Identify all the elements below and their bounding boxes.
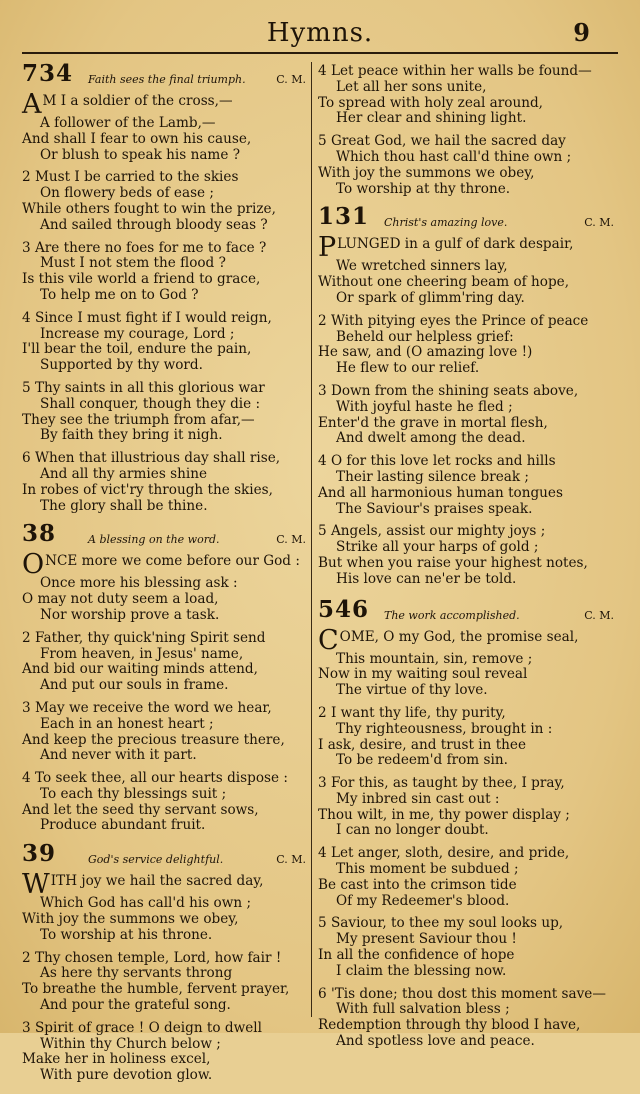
verse-line [22, 272, 310, 288]
verse-text: 2 I want thy life, thy purity, [318, 704, 506, 721]
stanza [22, 451, 310, 514]
verse-text: 5 Angels, assist our mighty joys ; [318, 523, 546, 540]
verse-line [318, 275, 618, 291]
verse-text: LUNGED in a gulf of dark despair, [337, 236, 574, 253]
stanza [318, 314, 618, 377]
verse-line [22, 327, 310, 343]
hymn-number: 546 [318, 595, 370, 623]
verse-text: Their lasting silence break ; [336, 468, 529, 485]
verse-line [318, 361, 618, 377]
stanza [22, 631, 310, 694]
verse-line [318, 314, 618, 330]
verse-text: I can no longer doubt. [336, 822, 489, 839]
verse-text: My present Saviour thou ! [336, 931, 517, 948]
verse-line [22, 256, 310, 272]
drop-cap: A [22, 89, 42, 120]
verse-line [318, 416, 618, 432]
verse-text: And all thy armies shine [40, 465, 207, 482]
verse-text: NCE more we come before our God : [45, 553, 300, 570]
verse-text: Supported by thy word. [40, 357, 203, 374]
verse-line [22, 358, 310, 374]
verse-line [22, 288, 310, 304]
verse-line [22, 1037, 310, 1053]
verse-text: And let the seed thy servant sows, [22, 801, 259, 818]
verse-line [22, 451, 310, 467]
verse-text: 4 Let peace within her walls be found— [318, 63, 592, 79]
verse-text: I claim the blessing now. [336, 962, 507, 979]
verse-line [318, 431, 618, 447]
stanza [22, 771, 310, 834]
verse-line [318, 524, 618, 540]
hymn-38 [22, 520, 310, 834]
verse-text: 4 O for this love let rocks and hills [318, 453, 556, 470]
verse-line [22, 413, 310, 429]
verse-text: 5 Thy saints in all this glorious war [22, 379, 265, 396]
verse-line [318, 182, 618, 198]
verse-text: With joy the summons we obey, [318, 164, 535, 181]
verse-text: To worship at thy throne. [336, 180, 511, 197]
verse-text: While others fought to win the prize, [22, 200, 276, 217]
verse-line [22, 912, 310, 928]
verse-text: O may not duty seem a load, [22, 591, 219, 608]
verse-text: ITH joy we hail the sacred day, [50, 873, 264, 890]
verse-line [22, 647, 310, 663]
stanza [22, 311, 310, 374]
hymn-meter: C. M. [584, 216, 614, 230]
verse-text: With pure devotion glow. [40, 1067, 213, 1084]
verse-line [318, 166, 618, 182]
verse-text: 5 Saviour, to thee my soul looks up, [318, 915, 564, 932]
verse-text: With joyful haste he fled ; [336, 398, 513, 415]
verse-line [22, 467, 310, 483]
stanza [318, 64, 618, 127]
verse-text: 3 May we receive the word we hear, [22, 699, 272, 716]
hymn-theme: Christ's amazing love. [384, 216, 508, 230]
verse-text: 2 With pitying eyes the Prince of peace [318, 312, 589, 329]
stanza [318, 916, 618, 979]
verse-line [318, 150, 618, 166]
verse-line [22, 89, 310, 120]
stanza [318, 134, 618, 197]
hymn-number: 39 [22, 840, 57, 868]
verse-line [22, 869, 310, 901]
verse-text: 2 Thy chosen temple, Lord, how fair ! [22, 949, 282, 966]
stanza [318, 524, 618, 587]
verse-text: 3 Down from the shining seats above, [318, 382, 579, 399]
stanza [318, 624, 618, 699]
verse-line [318, 454, 618, 470]
hymn-theme: The work accomplished. [384, 608, 520, 622]
verse-line [318, 345, 618, 361]
verse-line [22, 218, 310, 234]
hymn-39 [318, 64, 618, 197]
verse-line [22, 202, 310, 218]
hymn-546 [318, 595, 618, 1050]
verse-text: And spotless love and peace. [336, 1033, 535, 1050]
hymn-39 [22, 840, 310, 1084]
verse-line [22, 428, 310, 444]
stanza [22, 381, 310, 444]
verse-line [318, 232, 618, 264]
verse-text: 3 For this, as taught by thee, I pray, [318, 775, 565, 792]
verse-line [318, 652, 618, 668]
verse-text: To spread with holy zeal around, [318, 94, 543, 111]
verse-text: Let all her sons unite, [336, 78, 487, 95]
hymn-number: 734 [22, 60, 74, 87]
stanza [318, 454, 618, 517]
hymn-header [318, 203, 618, 237]
verse-line [22, 678, 310, 694]
hymn-theme: God's service delightful. [88, 853, 224, 867]
verse-line [22, 397, 310, 413]
verse-text: Strike all your harps of gold ; [336, 539, 539, 556]
verse-line [22, 342, 310, 358]
verse-text: And put our souls in frame. [40, 677, 229, 694]
verse-text: Redemption through thy blood I have, [318, 1017, 581, 1034]
verse-line [22, 483, 310, 499]
verse-line [318, 808, 618, 824]
verse-line [22, 241, 310, 257]
verse-line [318, 291, 618, 307]
hymn-meter: C. M. [276, 73, 306, 86]
verse-text: Which thou hast call'd thine own ; [336, 148, 572, 165]
verse-line [318, 330, 618, 346]
verse-text: To worship at his throne. [40, 926, 213, 943]
verse-line [318, 400, 618, 416]
hymn-734 [22, 60, 310, 514]
verse-text: Make her in holiness excel, [22, 1051, 211, 1068]
verse-text: Enter'd the grave in mortal flesh, [318, 414, 548, 431]
verse-line [318, 722, 618, 738]
verse-line [22, 576, 310, 592]
verse-line [318, 134, 618, 150]
verse-line [318, 753, 618, 769]
page-number: 9 [573, 18, 590, 47]
verse-text: Which God has call'd his own ; [40, 895, 252, 912]
verse-text: With full salvation bless ; [336, 1001, 510, 1018]
verse-text: Must I not stem the flood ? [40, 255, 226, 272]
verse-text: And shall I fear to own his cause, [22, 130, 252, 147]
verse-line [318, 572, 618, 588]
verse-line [318, 624, 618, 656]
stanza [318, 706, 618, 769]
verse-line [318, 916, 618, 932]
verse-line [22, 966, 310, 982]
verse-text: 6 'Tis done; thou dost this moment save— [318, 985, 606, 1002]
hymn-meter: C. M. [584, 608, 614, 622]
verse-line [22, 170, 310, 186]
verse-line [22, 733, 310, 749]
verse-text: To be redeem'd from sin. [336, 752, 508, 769]
verse-line [318, 932, 618, 948]
verse-text: Beheld our helpless grief: [336, 328, 514, 345]
hymn-meter: C. M. [276, 853, 306, 867]
hymn-theme: Faith sees the final triumph. [88, 73, 246, 86]
verse-line [318, 1018, 618, 1034]
verse-line [22, 631, 310, 647]
verse-text: Thy righteousness, brought in : [336, 720, 553, 737]
verse-text: Her clear and shining light. [336, 110, 527, 127]
verse-text: As here thy servants throng [40, 965, 233, 982]
verse-text: But when you raise your highest notes, [318, 554, 588, 571]
verse-line [318, 80, 618, 96]
verse-text: The virtue of thy love. [336, 682, 488, 699]
stanza [318, 384, 618, 447]
verse-text: To breathe the humble, fervent prayer, [22, 981, 290, 998]
verse-text: 4 To seek thee, all our hearts dispose : [22, 770, 288, 787]
verse-text: And keep the precious treasure there, [22, 731, 285, 748]
verse-line [22, 998, 310, 1014]
verse-line [318, 846, 618, 862]
verse-line [318, 862, 618, 878]
verse-text: The Saviour's praises speak. [336, 500, 533, 517]
verse-line [318, 470, 618, 486]
verse-line [22, 499, 310, 515]
stanza [318, 776, 618, 839]
verse-line [22, 186, 310, 202]
verse-line [318, 823, 618, 839]
verse-text: By faith they bring it nigh. [40, 427, 223, 444]
verse-line [22, 132, 310, 148]
verse-line [318, 776, 618, 792]
verse-text: We wretched sinners lay, [336, 258, 508, 275]
verse-text: 4 Let anger, sloth, desire, and pride, [318, 845, 570, 862]
verse-text: With joy the summons we obey, [22, 911, 239, 928]
drop-cap: P [318, 232, 337, 264]
verse-line [318, 1002, 618, 1018]
verse-text: And bid our waiting minds attend, [22, 661, 258, 678]
verse-line [22, 1021, 310, 1037]
verse-text: OME, O my God, the promise seal, [339, 628, 579, 645]
verse-text: Nor worship prove a task. [40, 606, 220, 623]
verse-text: Now in my waiting soul reveal [318, 666, 528, 683]
verse-text: He saw, and (O amazing love !) [318, 344, 533, 361]
verse-line [318, 259, 618, 275]
verse-text: Is this vile world a friend to grace, [22, 271, 261, 288]
verse-text: 3 Spirit of grace ! O deign to dwell [22, 1019, 262, 1036]
verse-text: Once more his blessing ask : [40, 575, 238, 592]
stanza [318, 987, 618, 1050]
verse-line [22, 896, 310, 912]
column-divider [311, 62, 312, 1017]
verse-text: 2 Must I be carried to the skies [22, 169, 239, 186]
verse-line [318, 502, 618, 518]
verse-line [318, 486, 618, 502]
stanza [318, 232, 618, 306]
verse-text: To help me on to God ? [40, 286, 199, 303]
verse-line [318, 894, 618, 910]
stanza [22, 869, 310, 943]
verse-line [22, 592, 310, 608]
verse-text: In all the confidence of hope [318, 947, 515, 964]
right-column [318, 64, 618, 1060]
verse-text: A follower of the Lamb,— [40, 115, 216, 131]
verse-line [22, 928, 310, 944]
verse-line [318, 878, 618, 894]
hymn-header [22, 60, 310, 94]
verse-text: He flew to our relief. [336, 360, 480, 377]
verse-line [318, 683, 618, 699]
verse-text: And all harmonious human tongues [318, 484, 563, 501]
verse-line [318, 706, 618, 722]
verse-text: Without one cheering beam of hope, [318, 274, 570, 291]
verse-line [22, 662, 310, 678]
verse-text: This mountain, sin, remove ; [336, 650, 533, 667]
verse-text: Each in an honest heart ; [40, 715, 214, 732]
hymn-header [318, 595, 618, 630]
stanza [22, 701, 310, 764]
verse-text: Be cast into the crimson tide [318, 876, 517, 893]
left-column [22, 60, 310, 1094]
verse-line [318, 540, 618, 556]
drop-cap: W [22, 869, 50, 901]
verse-line [318, 964, 618, 980]
verse-text: My inbred sin cast out : [336, 790, 500, 807]
verse-text: I ask, desire, and trust in thee [318, 736, 526, 753]
hymn-number: 38 [22, 520, 57, 548]
hymn-number: 131 [318, 203, 370, 231]
header-rule [22, 52, 618, 54]
verse-line [22, 818, 310, 834]
verse-text: M I a soldier of the cross,— [42, 93, 233, 109]
verse-text: And sailed through bloody seas ? [40, 216, 268, 233]
verse-line [22, 1068, 310, 1084]
verse-line [22, 748, 310, 764]
verse-line [318, 384, 618, 400]
verse-line [22, 771, 310, 787]
stanza [22, 89, 310, 163]
page-title: Hymns. [266, 18, 374, 48]
verse-line [22, 311, 310, 327]
verse-text: Or spark of glimm'ring day. [336, 289, 525, 306]
stanza [22, 1021, 310, 1084]
verse-line [318, 1034, 618, 1050]
verse-text: 3 Are there no foes for me to face ? [22, 239, 267, 256]
verse-line [22, 701, 310, 717]
stanza [22, 241, 310, 304]
verse-text: 5 Great God, we hail the sacred day [318, 133, 566, 150]
verse-text: Of my Redeemer's blood. [336, 892, 510, 909]
hymn-131 [318, 203, 618, 587]
verse-text: Increase my courage, Lord ; [40, 325, 235, 342]
verse-text: To each thy blessings suit ; [40, 785, 227, 802]
stanza [22, 549, 310, 623]
hymn-header [22, 520, 310, 554]
hymn-theme: A blessing on the word. [88, 533, 220, 547]
verse-text: In robes of vict'ry through the skies, [22, 481, 273, 498]
verse-text: The glory shall be thine. [40, 497, 208, 514]
verse-text: 4 Since I must fight if I would reign, [22, 309, 272, 326]
verse-line [22, 148, 310, 164]
hymn-header [22, 840, 310, 874]
verse-line [318, 556, 618, 572]
verse-line [22, 982, 310, 998]
drop-cap: O [22, 549, 45, 581]
verse-line [318, 96, 618, 112]
verse-text: And pour the grateful song. [40, 997, 231, 1014]
stanza [318, 846, 618, 909]
verse-line [22, 116, 310, 132]
verse-text: They see the triumph from afar,— [22, 411, 255, 428]
verse-text: Produce abundant fruit. [40, 817, 206, 834]
verse-line [22, 608, 310, 624]
verse-line [318, 948, 618, 964]
verse-line [318, 667, 618, 683]
verse-line [318, 987, 618, 1003]
verse-line [22, 1052, 310, 1068]
stanza [22, 170, 310, 233]
verse-line [318, 792, 618, 808]
verse-text: 6 When that illustrious day shall rise, [22, 450, 281, 467]
verse-line [22, 717, 310, 733]
verse-line [22, 803, 310, 819]
drop-cap: C [318, 624, 339, 656]
verse-line [22, 549, 310, 581]
verse-text: 2 Father, thy quick'ning Spirit send [22, 629, 266, 646]
verse-line [318, 111, 618, 127]
verse-line [22, 951, 310, 967]
verse-text: And dwelt among the dead. [336, 430, 526, 447]
verse-text: Within thy Church below ; [40, 1035, 221, 1052]
verse-text: On flowery beds of ease ; [40, 185, 215, 202]
verse-text: This moment be subdued ; [336, 861, 519, 878]
verse-text: And never with it part. [40, 747, 197, 764]
verse-line [318, 738, 618, 754]
verse-line [22, 787, 310, 803]
stanza [22, 951, 310, 1014]
verse-text: His love can ne'er be told. [336, 570, 517, 587]
verse-line [318, 64, 618, 80]
verse-text: Or blush to speak his name ? [40, 146, 240, 163]
verse-line [22, 381, 310, 397]
verse-text: I'll bear the toil, endure the pain, [22, 341, 252, 358]
hymn-meter: C. M. [276, 533, 306, 547]
verse-text: Thou wilt, in me, thy power display ; [318, 806, 570, 823]
verse-text: From heaven, in Jesus' name, [40, 645, 244, 662]
verse-text: Shall conquer, though they die : [40, 395, 261, 412]
